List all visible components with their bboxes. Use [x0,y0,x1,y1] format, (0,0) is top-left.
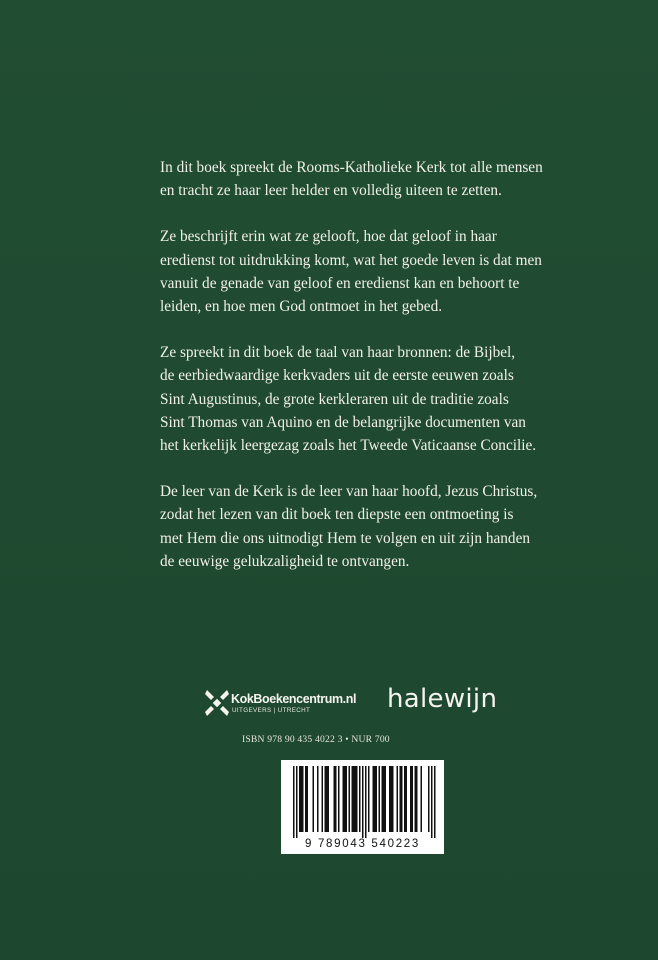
blurb-line: Ze beschrijft erin wat ze gelooft, hoe dat geloof in haar [160,228,497,246]
barcode-bar [305,766,307,832]
blurb-line: vanuit de genade van geloof en eredienst kan en behoort te [160,274,520,292]
publisher-logos [205,686,505,726]
barcode-bar [356,766,358,832]
blurb-paragraph-1 [160,156,543,202]
barcode-bar [431,766,433,838]
barcode-bar [383,766,385,832]
barcode-bar [338,766,340,832]
blurb-line: de eeuwige gelukzaligheid te ontvangen. [160,552,410,570]
blurb-line: leiden, en hoe men God ontmoet in het gebed. [160,298,443,316]
barcode-bar [322,766,324,832]
barcode-bar [385,766,387,832]
kokboekencentrum-logo-text: KokBoekencentrum.nl [231,692,357,706]
barcode-bar [368,766,370,832]
barcode-bar [301,766,303,832]
barcode-digits: 9 789043 540223 [304,838,421,850]
blurb-line: Sint Thomas van Aquino en de belangrijke documenten van [160,413,526,431]
barcode-bar [317,766,319,832]
barcode-bar [410,766,412,832]
barcode-bar [373,766,375,832]
barcode-bar [397,766,399,832]
barcode-bar [346,766,348,832]
barcode-bar [362,766,364,838]
barcode-bar [296,766,298,838]
blurb-line: het kerkelijk leergezag zoals het Tweede Vaticaanse Concilie. [160,437,537,455]
barcode-bar [302,766,304,832]
blurb-paragraph-3 [160,341,537,457]
barcode-bar [344,766,346,832]
blurb-text [160,156,543,596]
blurb-line: In dit boek spreekt de Rooms-Katholieke Kerk tot alle mensen [160,159,543,176]
barcode-bars [281,760,444,840]
barcode-bar [434,766,436,838]
barcode-bar [428,766,430,832]
barcode-bar [353,766,355,832]
barcode-bar [415,766,417,832]
barcode-bar [349,766,351,832]
kokboekencentrum-subtitle: UITGEVERS | UTRECHT [232,707,311,714]
barcode-bar [392,766,394,832]
barcode-bar [343,766,345,832]
barcode-bar [355,766,357,832]
kokboekencentrum-logo-icon [205,688,229,718]
barcode-bar [374,766,376,832]
blurb-line: eredienst tot uitdrukking komt, wat het goede leven is dat men [160,251,542,269]
barcode-bar [365,766,367,838]
barcode-bar [359,766,361,832]
barcode [281,760,444,854]
barcode-bar [335,766,337,832]
barcode-bar [307,766,309,832]
barcode-bar [328,766,330,832]
barcode-bar [293,766,295,838]
barcode-bar [391,766,393,832]
barcode-bar [379,766,381,832]
barcode-bar [382,766,384,832]
barcode-bar [389,766,391,832]
barcode-bar [406,766,408,832]
barcode-bar [401,766,403,832]
barcode-bar [313,766,315,832]
blurb-line: De leer van de Kerk is de leer van haar hoofd, Jezus Christus, [160,483,538,501]
barcode-bar [412,766,414,832]
barcode-bar [404,766,406,832]
barcode-bar [400,766,402,832]
barcode-bar [352,766,354,832]
barcode-bar [326,766,328,832]
isbn-nur-line: ISBN 978 90 435 4022 3 • NUR 700 [242,734,390,745]
blurb-line: en tracht ze haar leer helder en volledig uiteen te zetten. [160,182,502,200]
blurb-line: met Hem die ons uitnodigt Hem te volgen en uit zijn handen [160,529,531,547]
blurb-line: Sint Augustinus, de grote kerkleraren uit de traditie zoals [160,390,509,408]
barcode-bar [416,766,418,832]
barcode-bar [334,766,336,832]
barcode-bar [325,766,327,832]
halewijn-logo-text: halewijn [387,684,498,714]
barcode-bar [376,766,378,832]
blurb-paragraph-4 [160,480,538,573]
barcode-bar [299,766,301,832]
blurb-line: zodat het lezen van dit boek ten diepste een ontmoeting is [160,506,514,524]
blurb-line: de eerbiedwaardige kerkvaders uit de eerste eeuwen zoals [160,367,514,385]
barcode-bar [421,766,423,832]
blurb-line: Ze spreekt in dit boek de taal van haar bronnen: de Bijbel, [160,344,516,362]
blurb-paragraph-2 [160,225,542,318]
